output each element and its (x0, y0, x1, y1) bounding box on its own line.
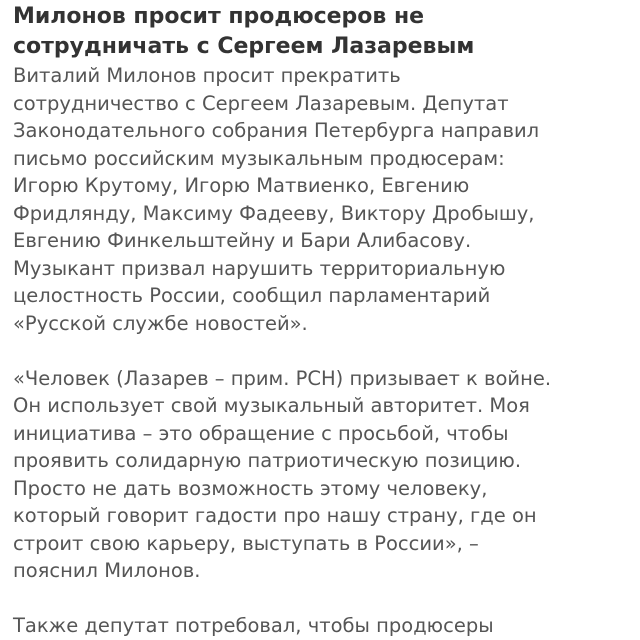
article-paragraph-2 (13, 365, 640, 585)
body-line: сотрудничество с Сергеем Лазаревым. Депутат (13, 91, 509, 115)
body-line: Также депутат потребовал, чтобы продюсеры (13, 614, 494, 637)
body-line: Евгению Финкельштейну и Бари Алибасову. (13, 229, 472, 252)
body-line: «Человек (Лазарев – прим. РСН) призывает к войне. (13, 366, 552, 390)
body-line: пояснил Милонов. (13, 559, 201, 582)
article-paragraph-3 (13, 612, 640, 640)
body-line: Музыкант призвал нарушить территориальную (13, 256, 506, 280)
body-line: Игорю Крутому, Игорю Матвиенко, Евгению (13, 174, 470, 197)
article-body (13, 62, 640, 640)
body-line: Фридлянду, Максиму Фадееву, Виктору Дробышу, (13, 201, 535, 225)
body-line: «Русской службе новостей». (13, 311, 308, 335)
body-line: письмо российским музыкальным продюсерам: (13, 146, 505, 170)
headline-line: сотрудничать с Сергеем Лазаревым (13, 34, 475, 59)
body-line: инициатива – это обращение с просьбой, чтобы (13, 421, 509, 445)
headline-line: Милонов просит продюсеров не (13, 4, 425, 29)
body-line: который говорит гадости про нашу страну, где он (13, 504, 537, 527)
body-line: строит свою карьеру, выступать в России», – (13, 531, 479, 555)
article-headline (13, 2, 474, 62)
body-line: целостность России, сообщил парламентарий (13, 284, 491, 307)
body-line: Виталий Милонов просит прекратить (13, 64, 401, 87)
body-line: Законодательного собрания Петербурга направил (13, 119, 540, 142)
body-line: Просто не дать возможность этому человеку, (13, 476, 488, 500)
body-line: проявить солидарную патриотическую позицию. (13, 449, 522, 472)
article-paragraph-1 (13, 62, 640, 337)
body-line: Он использует свой музыкальный авторитет. Моя (13, 394, 530, 417)
